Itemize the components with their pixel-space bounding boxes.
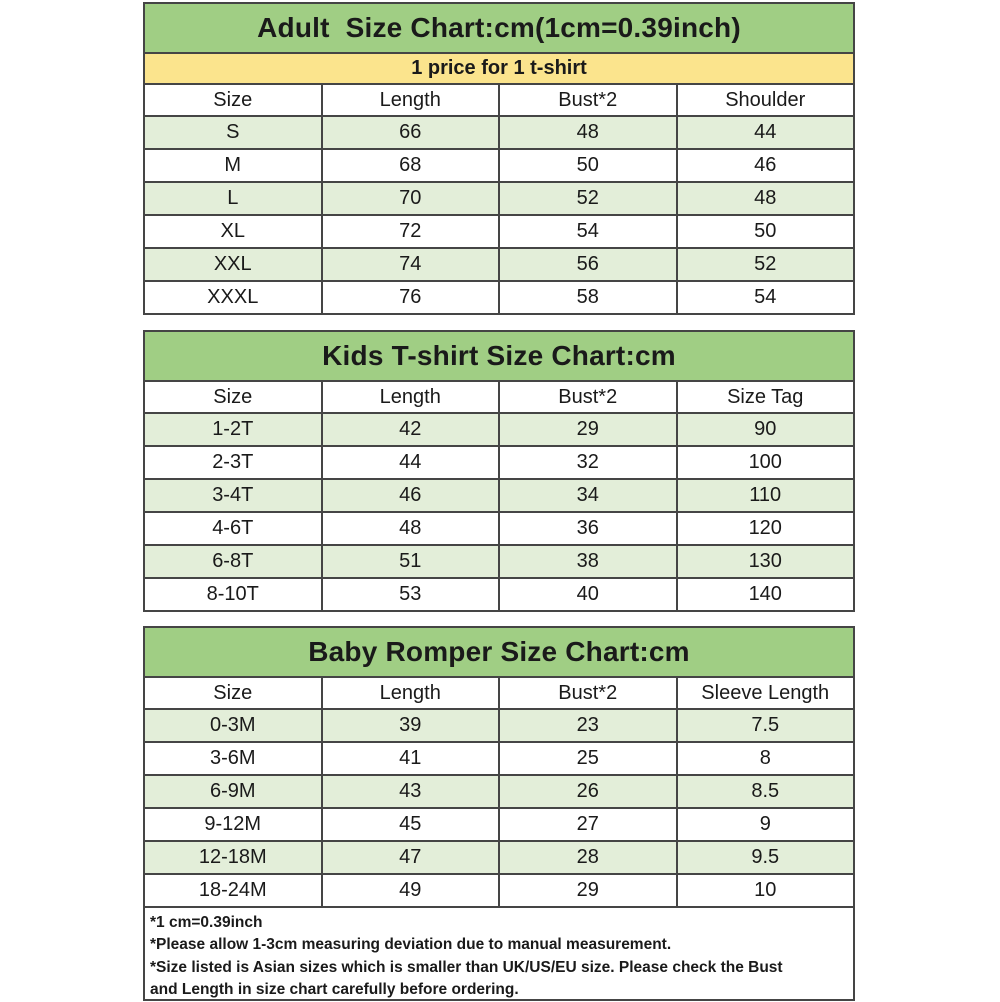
column-header-length: Length [322, 677, 500, 709]
table-row [144, 841, 854, 874]
cell-size: 3-4T [144, 479, 322, 512]
cell-bust: 36 [499, 512, 677, 545]
cell-size: 8-10T [144, 578, 322, 611]
cell-bust: 58 [499, 281, 677, 314]
cell-size: 0-3M [144, 709, 322, 742]
cell-sleeve: 7.5 [677, 709, 855, 742]
kids-section-title: Kids T-shirt Size Chart:cm [143, 330, 855, 382]
kids-section [143, 330, 855, 612]
size-chart-document [143, 2, 855, 1001]
kids-size-table [143, 380, 855, 612]
cell-length: 43 [322, 775, 500, 808]
column-header-shoulder: Shoulder [677, 84, 855, 116]
cell-bust: 38 [499, 545, 677, 578]
cell-size: M [144, 149, 322, 182]
cell-bust: 40 [499, 578, 677, 611]
baby-section-title: Baby Romper Size Chart:cm [143, 626, 855, 678]
table-row [144, 808, 854, 841]
cell-size: L [144, 182, 322, 215]
cell-size: 6-8T [144, 545, 322, 578]
table-row [144, 116, 854, 149]
column-header-sleeve-length: Sleeve Length [677, 677, 855, 709]
cell-size: 2-3T [144, 446, 322, 479]
cell-shoulder: 54 [677, 281, 855, 314]
cell-size-tag: 140 [677, 578, 855, 611]
cell-length: 53 [322, 578, 500, 611]
adult-section-title: Adult Size Chart:cm(1cm=0.39inch) [143, 2, 855, 54]
column-header-bust: Bust*2 [499, 381, 677, 413]
cell-bust: 56 [499, 248, 677, 281]
adult-table-header [144, 84, 854, 116]
table-row [144, 215, 854, 248]
cell-bust: 34 [499, 479, 677, 512]
table-row [144, 709, 854, 742]
cell-size: 6-9M [144, 775, 322, 808]
header-row [144, 677, 854, 709]
cell-size-tag: 130 [677, 545, 855, 578]
cell-size: XL [144, 215, 322, 248]
cell-bust: 54 [499, 215, 677, 248]
cell-bust: 29 [499, 413, 677, 446]
cell-length: 42 [322, 413, 500, 446]
cell-shoulder: 50 [677, 215, 855, 248]
table-row [144, 578, 854, 611]
cell-bust: 29 [499, 874, 677, 907]
column-header-size: Size [144, 381, 322, 413]
cell-size: 18-24M [144, 874, 322, 907]
cell-shoulder: 46 [677, 149, 855, 182]
note-asian-sizes-line1: *Size listed is Asian sizes which is smaller than UK/US/EU size. Please check the Bust [150, 958, 783, 976]
cell-length: 41 [322, 742, 500, 775]
table-row [144, 182, 854, 215]
cell-bust: 27 [499, 808, 677, 841]
cell-length: 44 [322, 446, 500, 479]
column-header-bust: Bust*2 [499, 84, 677, 116]
adult-size-table [143, 83, 855, 315]
cell-length: 46 [322, 479, 500, 512]
cell-bust: 52 [499, 182, 677, 215]
cell-length: 66 [322, 116, 500, 149]
cell-length: 68 [322, 149, 500, 182]
table-row [144, 149, 854, 182]
baby-table-header [144, 677, 854, 709]
cell-length: 39 [322, 709, 500, 742]
cell-length: 48 [322, 512, 500, 545]
table-row [144, 775, 854, 808]
adult-section [143, 2, 855, 315]
cell-sleeve: 8.5 [677, 775, 855, 808]
table-row [144, 281, 854, 314]
cell-length: 70 [322, 182, 500, 215]
table-row [144, 742, 854, 775]
cell-size: 1-2T [144, 413, 322, 446]
cell-length: 72 [322, 215, 500, 248]
cell-size: 4-6T [144, 512, 322, 545]
column-header-length: Length [322, 84, 500, 116]
cell-shoulder: 44 [677, 116, 855, 149]
column-header-size: Size [144, 677, 322, 709]
cell-shoulder: 48 [677, 182, 855, 215]
cell-size: XXXL [144, 281, 322, 314]
cell-bust: 26 [499, 775, 677, 808]
column-header-bust: Bust*2 [499, 677, 677, 709]
note-asian-sizes-line2: and Length in size chart carefully before ordering. [150, 981, 519, 999]
table-row [144, 512, 854, 545]
column-header-size: Size [144, 84, 322, 116]
table-row [144, 413, 854, 446]
cell-size: 12-18M [144, 841, 322, 874]
table-row [144, 248, 854, 281]
table-row [144, 545, 854, 578]
cell-bust: 50 [499, 149, 677, 182]
cell-size-tag: 120 [677, 512, 855, 545]
table-row [144, 479, 854, 512]
cell-sleeve: 9.5 [677, 841, 855, 874]
cell-size-tag: 110 [677, 479, 855, 512]
cell-sleeve: 10 [677, 874, 855, 907]
column-header-size-tag: Size Tag [677, 381, 855, 413]
cell-bust: 48 [499, 116, 677, 149]
table-row [144, 446, 854, 479]
header-row [144, 84, 854, 116]
cell-size: S [144, 116, 322, 149]
column-header-length: Length [322, 381, 500, 413]
cell-bust: 23 [499, 709, 677, 742]
cell-size-tag: 90 [677, 413, 855, 446]
cell-length: 49 [322, 874, 500, 907]
footer-notes [143, 906, 855, 1001]
cell-shoulder: 52 [677, 248, 855, 281]
note-measuring-deviation: *Please allow 1-3cm measuring deviation due to manual measurement. [150, 936, 672, 954]
cell-length: 76 [322, 281, 500, 314]
cell-length: 51 [322, 545, 500, 578]
cell-sleeve: 9 [677, 808, 855, 841]
kids-table-header [144, 381, 854, 413]
cell-size: 9-12M [144, 808, 322, 841]
cell-bust: 28 [499, 841, 677, 874]
cell-length: 45 [322, 808, 500, 841]
baby-size-table [143, 676, 855, 908]
price-banner: 1 price for 1 t-shirt [143, 52, 855, 85]
cell-bust: 32 [499, 446, 677, 479]
table-row [144, 874, 854, 907]
cell-size: 3-6M [144, 742, 322, 775]
header-row [144, 381, 854, 413]
cell-bust: 25 [499, 742, 677, 775]
cell-size: XXL [144, 248, 322, 281]
cell-size-tag: 100 [677, 446, 855, 479]
baby-section [143, 626, 855, 908]
note-cm-conversion: *1 cm=0.39inch [150, 914, 263, 931]
cell-length: 47 [322, 841, 500, 874]
cell-sleeve: 8 [677, 742, 855, 775]
cell-length: 74 [322, 248, 500, 281]
